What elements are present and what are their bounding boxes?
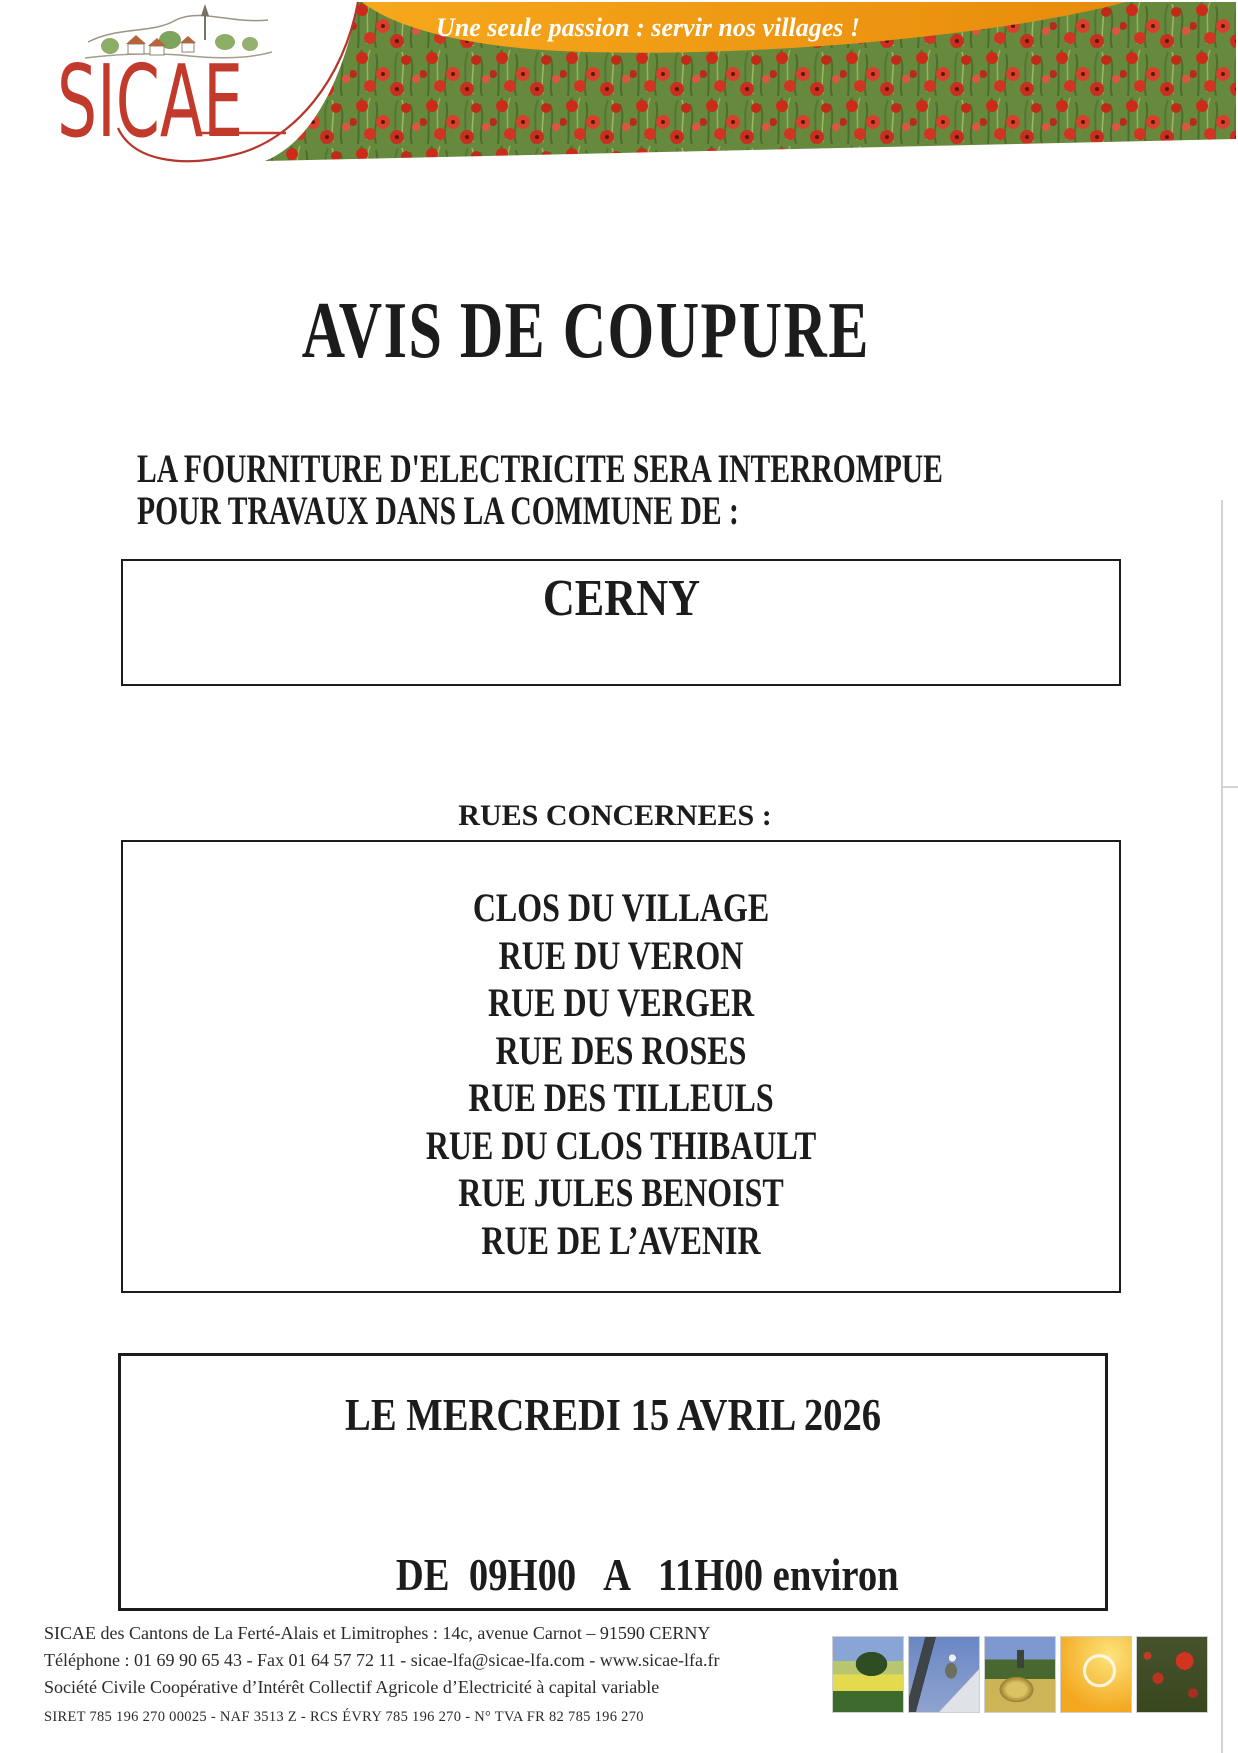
streets-list xyxy=(123,842,1119,1264)
intro-text xyxy=(137,448,1226,532)
intro-line-1: LA FOURNITURE D'ELECTRICITE SERA INTERROMPUE xyxy=(137,446,943,491)
intro-line-2: POUR TRAVAUX DANS LA COMMUNE DE : xyxy=(137,488,739,533)
street-item: RUE DES TILLEULS xyxy=(468,1075,774,1120)
street-item: RUE DE L’AVENIR xyxy=(481,1217,761,1263)
footer-photo-strip xyxy=(833,1637,1207,1712)
hay-bale-church-photo xyxy=(985,1637,1055,1712)
footer-contacts: Téléphone : 01 69 90 65 43 - Fax 01 64 57 72 11 - sicae-lfa@sicae-lfa.com - www.sicae-lfa.fr xyxy=(44,1650,720,1670)
commune-name: CERNY xyxy=(542,570,700,627)
outage-date: LE MERCREDI 15 AVRIL 2026 xyxy=(344,1389,882,1440)
date-box xyxy=(118,1353,1108,1611)
page-title xyxy=(0,288,1172,374)
street-item: RUE DU CLOS THIBAULT xyxy=(425,1122,817,1168)
sicae-logo: SICAE xyxy=(57,43,243,160)
scan-artifact-tick xyxy=(1221,786,1238,788)
street-item: RUE DU VERGER xyxy=(487,980,755,1025)
street-item: RUE DU VERON xyxy=(498,932,744,978)
lineman-on-pole-photo xyxy=(909,1637,979,1712)
street-item: RUE JULES BENOIST xyxy=(458,1170,784,1215)
streets-heading: RUES CONCERNEES : xyxy=(458,799,772,832)
poppies-photo xyxy=(1137,1637,1207,1712)
page-title-text: AVIS DE COUPURE xyxy=(301,287,871,375)
commune-box xyxy=(121,559,1121,686)
street-item: CLOS DU VILLAGE xyxy=(472,885,770,930)
field-tree-photo xyxy=(833,1637,903,1712)
streets-box xyxy=(121,840,1121,1293)
street-item: RUE DES ROSES xyxy=(495,1027,747,1073)
scan-artifact-line xyxy=(1221,500,1223,1753)
header-banner xyxy=(0,0,1238,255)
outage-time: DE 09H00 A 11H00 environ xyxy=(396,1549,899,1600)
footer-address: SICAE des Cantons de La Ferté-Alais et Limitrophes : 14c, avenue Carnot – 91590 CERNY xyxy=(44,1623,711,1643)
footer xyxy=(44,1620,720,1731)
footer-company-type: Société Civile Coopérative d’Intérêt Collectif Agricole d’Electricité à capital variable xyxy=(44,1677,660,1697)
light-bulb-photo xyxy=(1061,1637,1131,1712)
footer-registration: SIRET 785 196 270 00025 - NAF 3513 Z - RCS ÉVRY 785 196 270 - N° TVA FR 82 785 196 270 xyxy=(44,1709,644,1725)
header-tagline: Une seule passion : servir nos villages ! xyxy=(436,13,860,42)
